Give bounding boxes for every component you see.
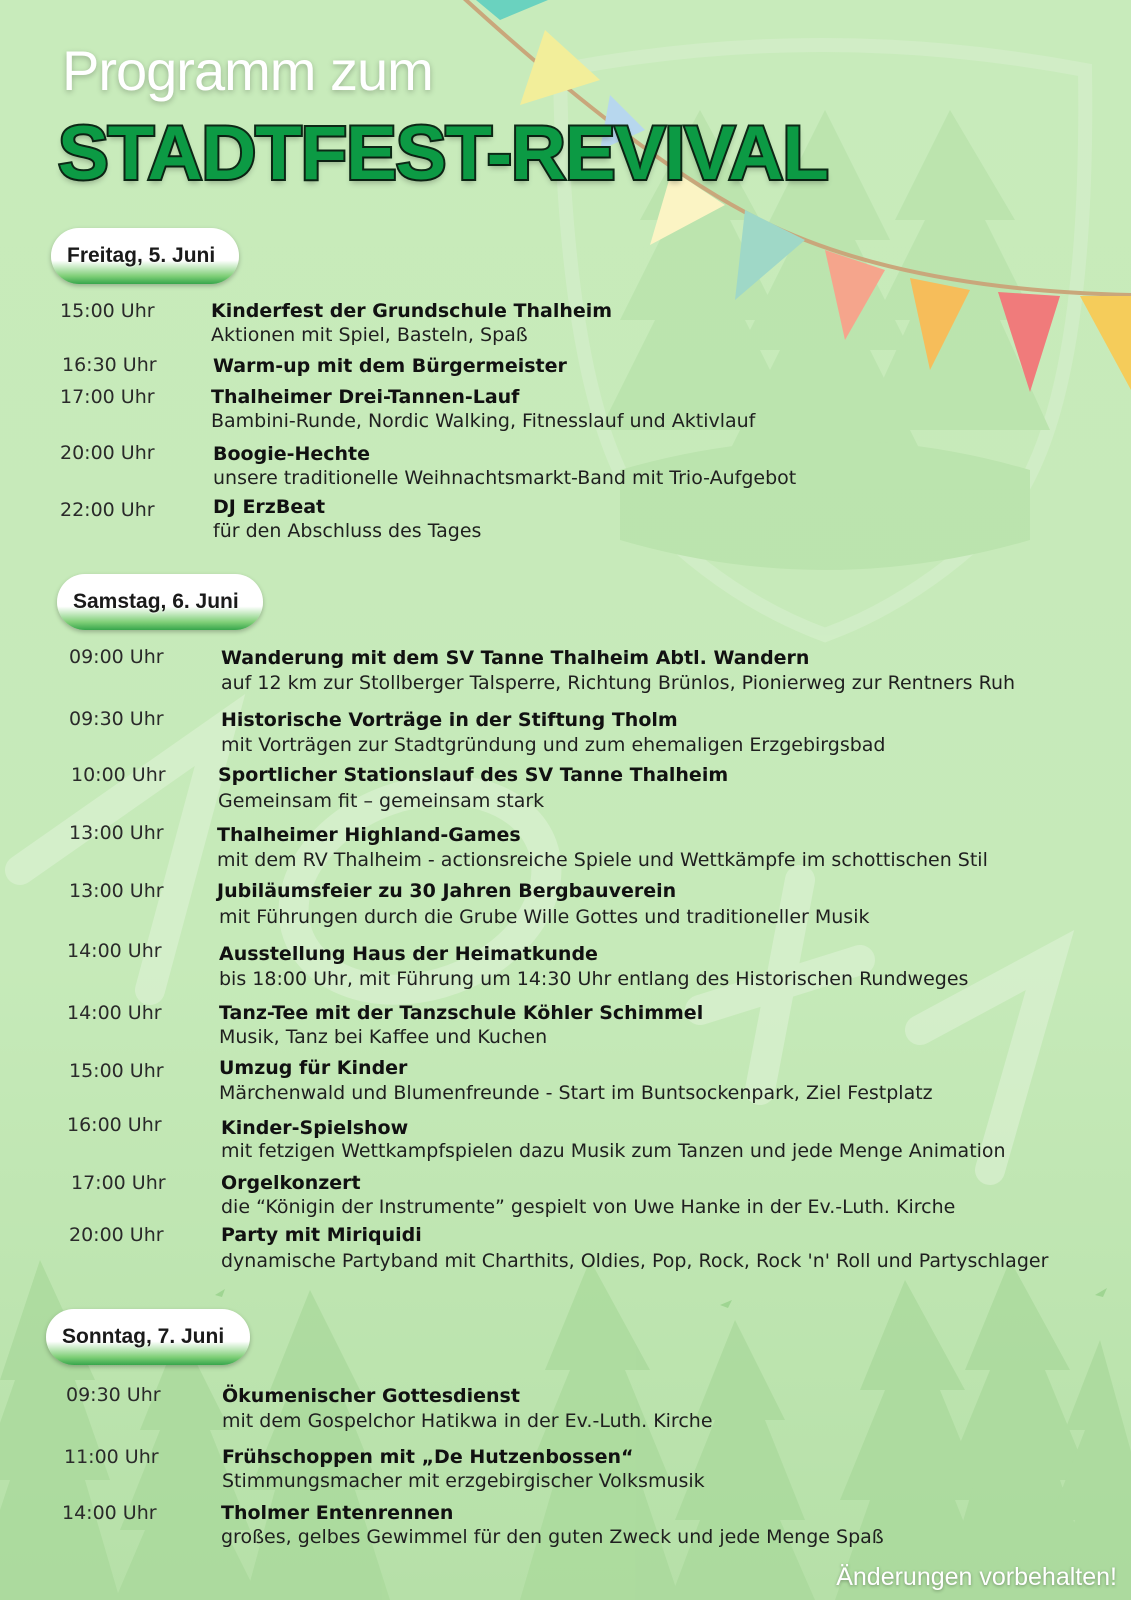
event-time: 20:00 Uhr — [60, 442, 155, 464]
event-time: 17:00 Uhr — [60, 386, 155, 408]
event-description: Musik, Tanz bei Kaffee und Kuchen — [219, 1026, 548, 1048]
day-label-saturday: Samstag, 6. Juni — [57, 574, 263, 630]
event-time: 14:00 Uhr — [67, 940, 162, 962]
day-label-friday: Freitag, 5. Juni — [51, 228, 239, 284]
event-title: Umzug für Kinder — [219, 1057, 408, 1079]
event-description: großes, gelbes Gewimmel für den guten Zweck und jede Menge Spaß — [221, 1526, 884, 1548]
event-title: Sportlicher Stationslauf des SV Tanne Thalheim — [218, 764, 729, 786]
event-time: 14:00 Uhr — [67, 1002, 162, 1024]
event-title: Historische Vorträge in der Stiftung Tholm — [221, 709, 678, 731]
event-time: 09:00 Uhr — [69, 646, 164, 668]
event-time: 15:00 Uhr — [60, 300, 155, 322]
event-time: 20:00 Uhr — [69, 1224, 164, 1246]
event-description: Stimmungsmacher mit erzgebirgischer Volksmusik — [222, 1470, 705, 1492]
event-title: Ökumenischer Gottesdienst — [222, 1385, 520, 1407]
event-description: Aktionen mit Spiel, Basteln, Spaß — [211, 324, 528, 346]
event-time: 09:30 Uhr — [66, 1384, 161, 1406]
title-line-2: STADTFEST-REVIVAL — [58, 111, 828, 196]
event-description: mit fetzigen Wettkampfspielen dazu Musik zum Tanzen und jede Menge Animation — [221, 1140, 1006, 1162]
event-description: Märchenwald und Blumenfreunde - Start im Buntsockenpark, Ziel Festplatz — [219, 1082, 933, 1104]
event-title: Jubiläumsfeier zu 30 Jahren Bergbauverein — [217, 880, 677, 902]
event-description: unsere traditionelle Weihnachtsmarkt-Band mit Trio-Aufgebot — [213, 467, 797, 489]
event-description: mit dem Gospelchor Hatikwa in der Ev.-Luth. Kirche — [222, 1410, 713, 1432]
event-description: mit dem RV Thalheim - actionsreiche Spiele und Wettkämpfe im schottischen Stil — [217, 849, 988, 871]
event-description: Bambini-Runde, Nordic Walking, Fitnesslauf und Aktivlauf — [211, 410, 756, 432]
event-title: Thalheimer Drei-Tannen-Lauf — [211, 386, 520, 408]
event-description: bis 18:00 Uhr, mit Führung um 14:30 Uhr entlang des Historischen Rundweges — [219, 968, 969, 990]
event-description: auf 12 km zur Stollberger Talsperre, Richtung Brünlos, Pionierweg zur Rentners Ruh — [221, 672, 1016, 694]
event-title: DJ ErzBeat — [213, 496, 326, 518]
event-description: Gemeinsam fit – gemeinsam stark — [218, 790, 545, 812]
event-title: Frühschoppen mit „De Hutzenbossen“ — [222, 1446, 634, 1468]
event-time: 13:00 Uhr — [69, 880, 164, 902]
event-description: mit Vorträgen zur Stadtgründung und zum ehemaligen Erzgebirgsbad — [221, 734, 886, 756]
event-title: Warm-up mit dem Bürgermeister — [213, 355, 567, 377]
event-description: für den Abschluss des Tages — [213, 520, 482, 542]
event-time: 10:00 Uhr — [71, 764, 166, 786]
event-title: Kinder-Spielshow — [221, 1117, 409, 1139]
event-time: 14:00 Uhr — [62, 1502, 157, 1524]
event-time: 11:00 Uhr — [64, 1446, 159, 1468]
event-title: Wanderung mit dem SV Tanne Thalheim Abtl. Wandern — [221, 647, 810, 669]
event-title: Boogie-Hechte — [213, 443, 371, 465]
event-title: Ausstellung Haus der Heimatkunde — [219, 943, 598, 965]
event-title: Kinderfest der Grundschule Thalheim — [211, 300, 613, 322]
event-description: mit Führungen durch die Grube Wille Gottes und traditioneller Musik — [219, 906, 870, 928]
title-line-1: Programm zum — [62, 39, 433, 102]
event-title: Party mit Miriquidi — [221, 1224, 422, 1246]
event-title: Tanz-Tee mit der Tanzschule Köhler Schimmel — [219, 1002, 704, 1024]
disclaimer-text: Änderungen vorbehalten! — [836, 1563, 1117, 1591]
event-time: 22:00 Uhr — [60, 499, 155, 521]
event-time: 09:30 Uhr — [69, 708, 164, 730]
event-time: 16:30 Uhr — [62, 354, 157, 376]
event-title: Thalheimer Highland-Games — [217, 824, 521, 846]
day-label-sunday: Sonntag, 7. Juni — [46, 1309, 250, 1365]
event-title: Orgelkonzert — [221, 1172, 361, 1194]
event-time: 17:00 Uhr — [71, 1172, 166, 1194]
event-time: 13:00 Uhr — [69, 822, 164, 844]
event-time: 15:00 Uhr — [69, 1060, 164, 1082]
event-title: Tholmer Entenrennen — [221, 1502, 454, 1524]
event-description: die “Königin der Instrumente” gespielt von Uwe Hanke in der Ev.-Luth. Kirche — [221, 1196, 956, 1218]
event-time: 16:00 Uhr — [67, 1114, 162, 1136]
event-description: dynamische Partyband mit Charthits, Oldies, Pop, Rock, Rock 'n' Roll und Partyschlager — [221, 1250, 1049, 1272]
